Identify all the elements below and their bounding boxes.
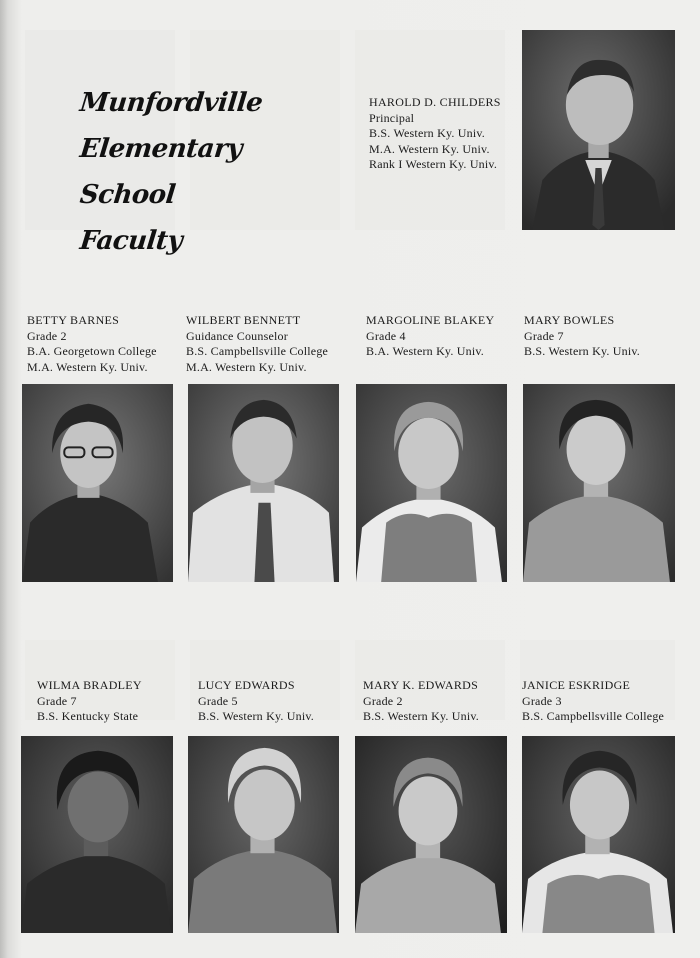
faculty-role: Grade 2 <box>363 693 403 708</box>
faculty-caption <box>366 313 494 360</box>
faculty-photo <box>523 384 675 582</box>
faculty-credential: B.A. Western Ky. Univ. <box>366 344 484 358</box>
title-line: School <box>78 180 177 210</box>
title-line: Faculty <box>78 226 184 256</box>
faculty-name: MARY BOWLES <box>524 313 615 327</box>
principal-caption <box>369 95 501 173</box>
faculty-name: WILMA BRADLEY <box>37 678 142 692</box>
faculty-photo <box>188 736 339 933</box>
faculty-role: Principal <box>369 110 415 125</box>
page-title <box>80 80 270 264</box>
faculty-photo <box>21 736 173 933</box>
faculty-caption <box>522 678 664 725</box>
faculty-photo <box>188 384 339 582</box>
faculty-caption <box>363 678 479 725</box>
faculty-credential: B.S. Campbellsville College <box>186 344 329 358</box>
faculty-role: Grade 7 <box>37 693 77 708</box>
faculty-credential: M.A. Western Ky. Univ. <box>27 359 148 374</box>
faculty-caption <box>198 678 314 725</box>
faculty-caption <box>524 313 640 360</box>
faculty-credential: M.A. Western Ky. Univ. <box>369 141 490 156</box>
faculty-role: Grade 5 <box>198 693 238 708</box>
faculty-caption <box>37 678 142 725</box>
faculty-name: MARY K. EDWARDS <box>363 678 479 692</box>
faculty-caption <box>186 313 328 375</box>
faculty-credential: B.A. Georgetown College <box>27 344 157 358</box>
faculty-credential: B.S. Western Ky. Univ. <box>363 709 479 723</box>
faculty-role: Grade 4 <box>366 328 406 343</box>
faculty-name: MARGOLINE BLAKEY <box>366 313 495 327</box>
faculty-credential: B.S. Kentucky State <box>37 709 139 723</box>
faculty-name: HAROLD D. CHILDERS <box>369 95 501 109</box>
faculty-role: Grade 3 <box>522 693 562 708</box>
faculty-photo <box>355 736 507 933</box>
faculty-credential: B.S. Western Ky. Univ. <box>524 344 640 358</box>
title-line: Munfordville <box>78 88 264 118</box>
faculty-name: WILBERT BENNETT <box>186 313 301 327</box>
faculty-photo <box>356 384 507 582</box>
faculty-credential: B.S. Western Ky. Univ. <box>198 709 314 723</box>
faculty-credential: B.S. Western Ky. Univ. <box>369 126 485 140</box>
faculty-credential: M.A. Western Ky. Univ. <box>186 359 307 374</box>
faculty-role: Grade 7 <box>524 328 564 343</box>
faculty-name: JANICE ESKRIDGE <box>522 678 631 692</box>
faculty-credential: Rank I Western Ky. Univ. <box>369 157 498 171</box>
faculty-caption <box>27 313 157 375</box>
faculty-credential: B.S. Campbellsville College <box>522 709 665 723</box>
faculty-role: Guidance Counselor <box>186 328 288 343</box>
faculty-photo <box>22 384 173 582</box>
faculty-photo <box>522 736 675 933</box>
title-line: Elementary <box>78 134 244 164</box>
faculty-name: LUCY EDWARDS <box>198 678 295 692</box>
faculty-role: Grade 2 <box>27 328 67 343</box>
faculty-name: BETTY BARNES <box>27 313 120 327</box>
principal-photo <box>522 30 675 230</box>
